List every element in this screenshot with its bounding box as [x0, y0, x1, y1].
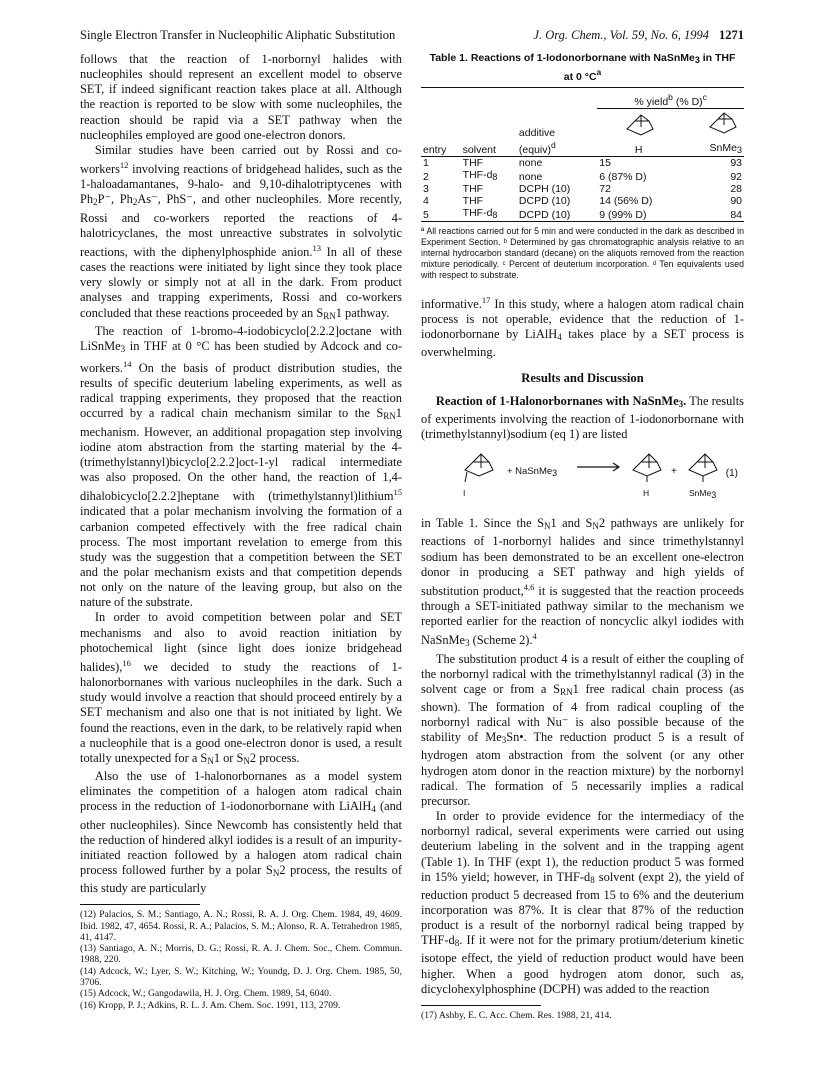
table-row: 5 THF-d8 DCPD (10) 9 (99% D) 84 [423, 207, 742, 221]
reference-14: (14) Adcock, W.; Lyer, S. W.; Kitching, W.; Youndg, D. J. Org. Chem. 1985, 50, 3706. [80, 965, 402, 989]
table-caption: Table 1. Reactions of 1-Iodonorbornane with NaSnMe3 in THF at 0 $^\circ C^a$ [429, 52, 736, 83]
journal-citation: J. Org. Chem., Vol. 59, No. 6, 1994 1271 [533, 28, 744, 42]
norbornane-sn-structure [702, 109, 742, 139]
table-1 [421, 87, 744, 222]
footnote-rule [421, 1005, 541, 1006]
table-row: 1 THF none 15 93 [423, 157, 742, 169]
reaction-arrow [575, 460, 623, 474]
col-product-h: H [597, 109, 680, 157]
page-number: 1271 [719, 28, 744, 42]
paragraph: follows that the reaction of 1-norbornyl halides with nucleophiles should represent an excellent model to observe SET, if indeed significant reaction takes place at all. Although the reaction is reported to be slow with some nucleophiles, the reaction should be rapid via a SET pathway when the nucleophiles employed are good one-electron donors. [80, 52, 402, 142]
running-header [80, 28, 744, 46]
col-solvent: solvent [461, 109, 517, 157]
footnote-rule [80, 904, 200, 905]
yield-header: % yield$^b$ (% D)$^c$ [597, 91, 744, 109]
iodonorbornane-structure [459, 450, 499, 484]
paragraph: Similar studies have been carried out by Rossi and co-workers$^{12}$ involving reactions of bridgehead halides, such as the 1-haloadamantanes, 9-halo- and 9,10-dihalotriptycenes with $Ph_2P^-$, $Ph_2As^-$, PhS⁻, and other nucleophiles. More recently, Rossi and co-workers reported the reactions of 4-halotricyclanes, the most unreactive substrates in solvolytic reactions, with the diphenylphosphide anion.$^{13}$ In all of these cases the reactions were initiated by light since they took place very slowly or simply not at all in the dark. From product analyses and trapping experiments, Rossi and co-workers concluded that these reactions proceeded by an $S_{RN}1$ pathway. [80, 142, 402, 321]
col-additive: additive (equiv)$^d$ [517, 109, 597, 157]
reference-15: (15) Adcock, W.; Gangodawila, H. J. Org. Chem. 1989, 54, 6040. [80, 988, 332, 1000]
left-column [80, 52, 402, 1011]
subsection-heading: Reaction of 1-Halonorbornanes with NaSnMe$_3$. [435, 393, 687, 409]
norbornane-h-product [627, 450, 667, 484]
paragraph: In order to provide evidence for the intermediacy of the norbornyl radical, several experiments were carried out using deuterium labeling in the solvent and in the trapping agent (Table 1). In THF (expt 1), the reduction product 5 was formed in 15% yield; however, in THF-$d_8$ solvent (expt 2), the yield of reduction product 5 decreased from 15 to 6% and the deuterium incorporation was 87%. It is clear that 87% of the reduction product is a result of the norbornyl radical being trapped by THF-$d_8$. If it were not for the primary protium/deterium kinetic isotope effect, the yield of reduction product would have been higher. When a good hydrogen atom donor, such as, dicyclohexylphosphine (DCPH) was added to the reaction [421, 809, 744, 996]
paragraph: The reaction of 1-bromo-4-iodobicyclo[2.2.2]octane with LiSnMe$_3$ in THF at 0 °C has been studied by Adcock and co-workers.$^{14}$ On the basis of product distribution studies, the results of specific deuterium labeling experiments, as well as radical trapping experiments, they proposed that the reaction occurred by a radical chain mechanism similar to the $S_{RN}1$ mechanism. However, an additional propagation step involving iodine atom abstraction from the starting material by the 4-(trimethylstannyl)bicyclo[2.2.2]oct-1-yl radical intermediate was also proposed. On the other hand, the reaction of 1,4-dihalobicyclo[2.2.2]heptane with (trimethylstannyl)lithium$^{15}$ indicated that a polar mechanism involving the formation of a carbanion competed effectively with the free radical chain process. The most important revelation to emerge from this study was the suggestion that a competition between the SET and the polar mechanism exists and that competition depends not only on the nature of the leaving group, but also on the nature of the substrate. [80, 323, 402, 610]
table-row: 4 THF DCPD (10) 14 (56% D) 90 [423, 195, 742, 207]
col-product-sn: SnMe3 [680, 109, 744, 157]
col-entry: entry [421, 109, 461, 157]
paragraph: Reaction of 1-Halonorbornanes with NaSnMe$_3$. The results of experiments involving the reaction of 1-iodonorbornane with (trimethylstannyl)sodium (eq 1) are listed [421, 393, 745, 442]
table-row: 2 THF-d8 none 6 (87% D) 92 [423, 169, 742, 183]
equation-1-scheme: I + NaSnMe3 H + SnMe3 (1) [421, 446, 744, 510]
paragraph: in Table 1. Since the $S_N1$ and $S_N2$ pathways are unlikely for reactions of 1-norbornyl halides and since trimethylstannyl sodium has been demonstrated to be an excellent one-electron donor in producing a SET pathway and high yields of substitution product,$^{4,6}$ it is suggested that the reaction proceeds through a SET-initiated pathway similar to the mechanism we reported earlier for the reaction of noncyclic alkyl iodides with NaSnMe$_3$ (Scheme 2).$^4$ [421, 516, 744, 649]
paragraph: informative.$^{17}$ In this study, where a halogen atom radical chain process is not operable, evidence that the reduction of 1-iodonorbornane by LiAlH$_4$ takes place by a SET process is overwhelming. [421, 295, 744, 360]
norbornane-sn-product [683, 450, 723, 484]
reference-13: (13) Santiago, A. N.; Morris, D. G.; Rossi, R. A. J. Chem. Soc., Chem. Commun. 1988, 220. [80, 943, 402, 966]
running-title: Single Electron Transfer in Nucleophilic Aliphatic Substitution [80, 28, 396, 42]
table-footnote: ª All reactions carried out for 5 min and were conducted in the dark as described in Experiment Section. ᵇ Determined by gas chromatographic analysis relative to an internal hydrocarbon standard (decane) on the aliquots removed from the reaction mixture periodically. ᶜ Percent of deuterium incorporation. ᵈ Ten equivalents used with respect to substrate. [421, 226, 744, 280]
reference-16: (16) Kropp, P. J.; Adkins, R. L. J. Am. Chem. Soc. 1991, 113, 2709. [80, 999, 341, 1011]
table-row: 3 THF DCPH (10) 72 28 [423, 183, 742, 195]
paragraph: The substitution product 4 is a result of either the coupling of the norbornyl radical with the trimethylstannyl radical (3) in the solvent cage or from a $S_{RN}1$ free radical chain process (as shown). The formation of 4 from radical coupling of the norbornyl radical with Nu⁻ is also possible because of the stability of $Me_3Sn•$. The reduction product 5 is a result of hydrogen atom abstraction from the solvent (or any other hydrogen atom donor in the reaction mixture) by the norbornyl radical. The formation of 5 necessarily implies a radical precursor. [421, 651, 744, 808]
paragraph: In order to avoid competition between polar and SET mechanisms and also to avoid reaction initiation by photochemical light (since light does ionize bridgehead halides),$^{16}$ we decided to study the reactions of 1-halonorbornanes with various nucleophiles in the dark. Such a study would involve a reaction that should proceed entirely by a SET mechanism and also one that is not initiated by light. We found the reactions, even in the dark, to be relatively rapid when a nucleophile that is a good one-electron donor is used, a result totally unexpected for a $S_N1$ or $S_N2$ process. [80, 610, 402, 766]
reference-17: (17) Ashby, E. C. Acc. Chem. Res. 1988, 21, 414. [421, 1009, 612, 1021]
reagent-label: + NaSnMe3 [507, 466, 558, 479]
paragraph: Also the use of 1-halonorbornanes as a model system eliminates the competition of a halogen atom radical chain process in the reduction of 1-iodonorbornane with LiAlH$_4$ (and other nucleophiles). Since Newcomb has consistently held that the reduction of hindered alkyl iodides is a result of an impurity-initiated reaction followed by a halogen atom radical chain process followed further by a polar $S_N2$ process, the results of this study are particularly [80, 769, 403, 896]
snme3-label: SnMe3 [689, 488, 717, 501]
norbornane-h-structure [619, 111, 659, 141]
section-heading: Results and Discussion [521, 370, 644, 385]
reference-12: (12) Palacios, S. M.; Santiago, A. N.; Rossi, R. A. J. Org. Chem. 1984, 49, 4609. Ibid. 1982, 47, 4654. Rossi, R. A.; Palacios, S. M.; Alonso, R. A. Tetrahedron 1985, 41, 4147. [80, 909, 402, 943]
right-column [421, 52, 744, 1021]
